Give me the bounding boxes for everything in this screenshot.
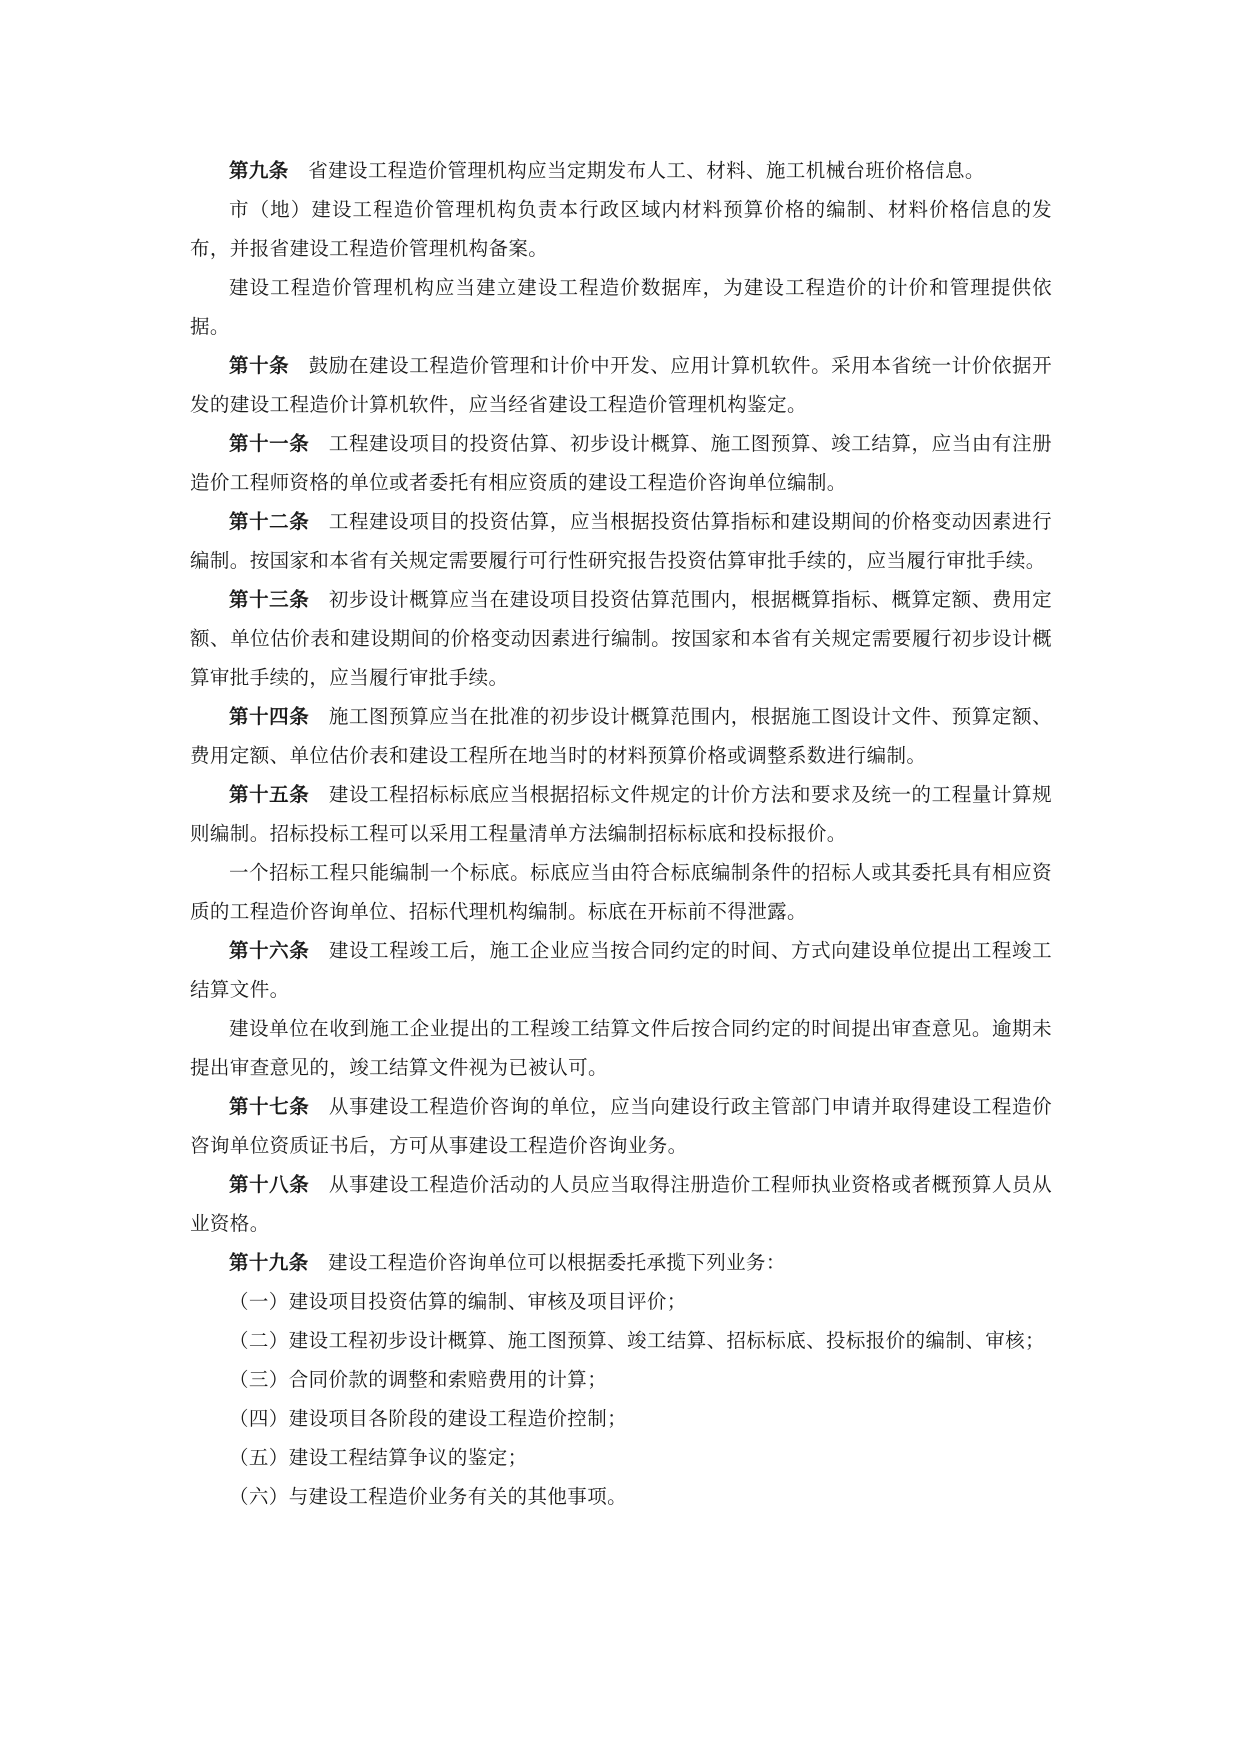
- list-item: （六）与建设工程造价业务有关的其他事项。: [229, 1485, 628, 1508]
- article-text: 工程建设项目的投资估算，应当根据投资估算指标和建设期间的价格变动因素进行编制。按国家和本省有关规定需要履行可行性研究报告投资估算审批手续的，应当履行审批手续。: [190, 510, 1052, 572]
- article-11: [190, 424, 1052, 502]
- article-13: [190, 580, 1052, 697]
- article-15: [190, 775, 1052, 853]
- list-item: （二）建设工程初步设计概算、施工图预算、竣工结算、招标标底、投标报价的编制、审核；: [229, 1329, 1045, 1352]
- article-number: 第十七条: [229, 1095, 310, 1118]
- paragraph-text: 市（地）建设工程造价管理机构负责本行政区域内材料预算价格的编制、材料价格信息的发布，并报省建设工程造价管理机构备案。: [190, 198, 1052, 260]
- article-text: 初步设计概算应当在建设项目投资估算范围内，根据概算指标、概算定额、费用定额、单位估价表和建设期间的价格变动因素进行编制。按国家和本省有关规定需要履行初步设计概算审批手续的，应当履行审批手续。: [190, 588, 1052, 689]
- document-page: [190, 151, 1052, 1516]
- article-number: 第十四条: [229, 705, 310, 728]
- article-text: 建设工程竣工后，施工企业应当按合同约定的时间、方式向建设单位提出工程竣工结算文件。: [190, 939, 1052, 1001]
- paragraph: [190, 268, 1052, 346]
- article-number: 第十六条: [229, 939, 310, 962]
- article-number: 第十二条: [229, 510, 310, 533]
- article-number: 第十八条: [229, 1173, 310, 1196]
- article-10: [190, 346, 1052, 424]
- article-18: [190, 1165, 1052, 1243]
- article-12: [190, 502, 1052, 580]
- article-9: [190, 151, 1052, 190]
- paragraph-text: 建设单位在收到施工企业提出的工程竣工结算文件后按合同约定的时间提出审查意见。逾期未提出审查意见的，竣工结算文件视为已被认可。: [190, 1017, 1052, 1079]
- article-text: 从事建设工程造价活动的人员应当取得注册造价工程师执业资格或者概预算人员从业资格。: [190, 1173, 1052, 1235]
- article-text: 施工图预算应当在批准的初步设计概算范围内，根据施工图设计文件、预算定额、费用定额、单位估价表和建设工程所在地当时的材料预算价格或调整系数进行编制。: [190, 705, 1052, 767]
- paragraph-text: 建设工程造价管理机构应当建立建设工程造价数据库，为建设工程造价的计价和管理提供依据。: [190, 276, 1052, 338]
- article-text: 建设工程造价咨询单位可以根据委托承揽下列业务：: [328, 1251, 786, 1274]
- article-text: 省建设工程造价管理机构应当定期发布人工、材料、施工机械台班价格信息。: [308, 159, 985, 182]
- article-number: 第十九条: [229, 1251, 309, 1274]
- paragraph: [190, 1009, 1052, 1087]
- list-item: （四）建设项目各阶段的建设工程造价控制；: [229, 1407, 628, 1430]
- paragraph-text: 一个招标工程只能编制一个标底。标底应当由符合标底编制条件的招标人或其委托具有相应资质的工程造价咨询单位、招标代理机构编制。标底在开标前不得泄露。: [190, 861, 1052, 923]
- article-14: [190, 697, 1052, 775]
- paragraph: [190, 853, 1052, 931]
- list-item: （三）合同价款的调整和索赔费用的计算；: [229, 1368, 608, 1391]
- article-text: 工程建设项目的投资估算、初步设计概算、施工图预算、竣工结算，应当由有注册造价工程师资格的单位或者委托有相应资质的建设工程造价咨询单位编制。: [190, 432, 1052, 494]
- paragraph: [190, 190, 1052, 268]
- list-item: （一）建设项目投资估算的编制、审核及项目评价；: [229, 1290, 687, 1313]
- article-16: [190, 931, 1052, 1009]
- article-19: [190, 1243, 1052, 1282]
- article-number: 第十一条: [229, 432, 310, 455]
- article-text: 鼓励在建设工程造价管理和计价中开发、应用计算机软件。采用本省统一计价依据开发的建设工程造价计算机软件，应当经省建设工程造价管理机构鉴定。: [190, 354, 1052, 416]
- article-number: 第十条: [229, 354, 290, 377]
- article-number: 第九条: [229, 159, 289, 182]
- article-text: 从事建设工程造价咨询的单位，应当向建设行政主管部门申请并取得建设工程造价咨询单位资质证书后，方可从事建设工程造价咨询业务。: [190, 1095, 1052, 1157]
- list-item: （五）建设工程结算争议的鉴定；: [229, 1446, 528, 1469]
- article-number: 第十三条: [229, 588, 310, 611]
- article-number: 第十五条: [229, 783, 310, 806]
- article-text: 建设工程招标标底应当根据招标文件规定的计价方法和要求及统一的工程量计算规则编制。招标投标工程可以采用工程量清单方法编制招标标底和投标报价。: [190, 783, 1052, 845]
- article-17: [190, 1087, 1052, 1165]
